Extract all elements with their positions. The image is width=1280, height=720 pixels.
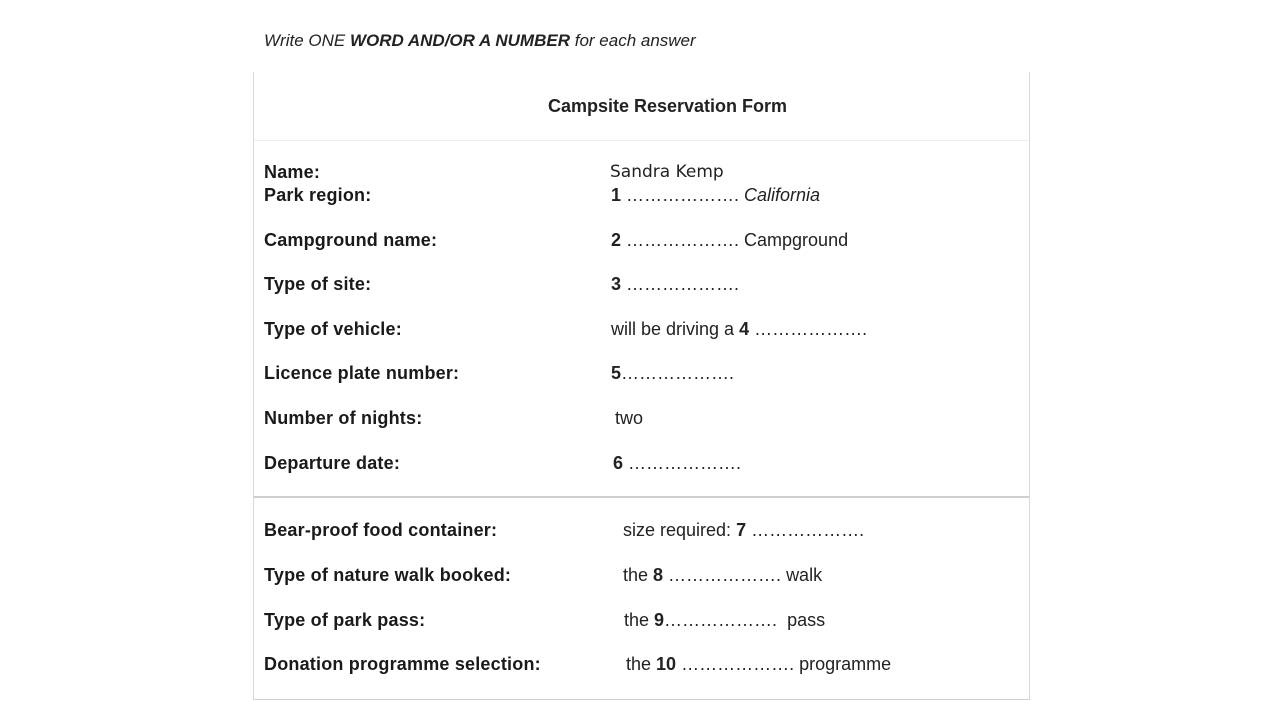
instruction-emphasis: WORD AND/OR A NUMBER (349, 31, 570, 50)
prefix-7: size required: (623, 520, 737, 540)
label-campground-name: Campground name: (264, 230, 438, 250)
answer-departure-date (613, 453, 741, 474)
blank-3[interactable]: ………………. (621, 274, 740, 294)
prefix-9: the (624, 610, 655, 630)
row-name (264, 162, 1024, 186)
answer-park-region (611, 185, 820, 206)
answer-name: Sandra Kemp (610, 162, 724, 182)
label-nature-walk: Type of nature walk booked: (264, 565, 512, 585)
row-type-of-site (264, 274, 1024, 298)
instruction-suffix: for each answer (570, 31, 696, 50)
suffix-2: Campground (744, 230, 849, 250)
blank-6[interactable]: ………………. (623, 453, 742, 473)
answer-donation-programme (626, 654, 891, 675)
label-bear-proof-container: Bear-proof food container: (264, 520, 498, 540)
label-park-pass: Type of park pass: (264, 610, 426, 630)
answer-nature-walk (623, 565, 822, 586)
title-divider (254, 140, 1029, 141)
question-number-3: 3 (611, 274, 622, 294)
label-departure-date: Departure date: (264, 453, 401, 473)
blank-5[interactable]: ………………. (621, 363, 735, 383)
question-number-7: 7 (736, 520, 747, 540)
prefix-8: the (623, 565, 654, 585)
blank-1[interactable]: ………………. (621, 185, 745, 205)
row-campground-name (264, 230, 1024, 254)
blank-9[interactable]: ………………. (664, 610, 788, 630)
reservation-form (253, 72, 1030, 700)
row-departure-date (264, 453, 1024, 477)
question-number-8: 8 (653, 565, 664, 585)
question-number-5: 5 (611, 363, 622, 383)
label-number-of-nights: Number of nights: (264, 408, 423, 428)
answer-licence-plate (611, 363, 734, 384)
suffix-1: California (744, 185, 821, 205)
prefix-4: will be driving a (611, 319, 740, 339)
question-number-10: 10 (656, 654, 677, 674)
answer-campground-name (611, 230, 848, 251)
instruction-prefix: Write ONE (264, 31, 350, 50)
question-number-4: 4 (739, 319, 750, 339)
row-licence-plate (264, 363, 1024, 387)
blank-7[interactable]: ………………. (746, 520, 865, 540)
label-type-of-vehicle: Type of vehicle: (264, 319, 402, 339)
question-number-2: 2 (611, 230, 622, 250)
form-title: Campsite Reservation Form (547, 96, 788, 116)
label-type-of-site: Type of site: (264, 274, 372, 294)
row-park-region (264, 185, 1024, 209)
row-park-pass (264, 610, 1024, 634)
row-donation-programme (264, 654, 1024, 678)
instruction-text (264, 31, 696, 51)
suffix-8: walk (786, 565, 823, 585)
row-nature-walk (264, 565, 1024, 589)
section-divider (254, 496, 1029, 498)
suffix-9: pass (787, 610, 826, 630)
blank-8[interactable]: ………………. (663, 565, 787, 585)
label-licence-plate: Licence plate number: (264, 363, 460, 383)
blank-10[interactable]: ………………. (676, 654, 800, 674)
question-number-1: 1 (611, 185, 622, 205)
blank-4[interactable]: ………………. (749, 319, 868, 339)
answer-type-of-site (611, 274, 739, 295)
label-park-region: Park region: (264, 185, 372, 205)
row-type-of-vehicle (264, 319, 1024, 343)
label-name: Name: (264, 162, 321, 182)
suffix-10: programme (799, 654, 892, 674)
answer-bear-proof-container (623, 520, 864, 541)
label-donation-programme: Donation programme selection: (264, 654, 541, 674)
row-bear-proof-container (264, 520, 1024, 544)
question-number-6: 6 (613, 453, 624, 473)
question-number-9: 9 (654, 610, 665, 630)
prefix-10: the (626, 654, 657, 674)
blank-2[interactable]: ………………. (621, 230, 745, 250)
answer-type-of-vehicle (611, 319, 867, 340)
row-number-of-nights (264, 408, 1024, 432)
answer-park-pass (624, 610, 825, 631)
answer-number-of-nights: two (615, 408, 644, 428)
